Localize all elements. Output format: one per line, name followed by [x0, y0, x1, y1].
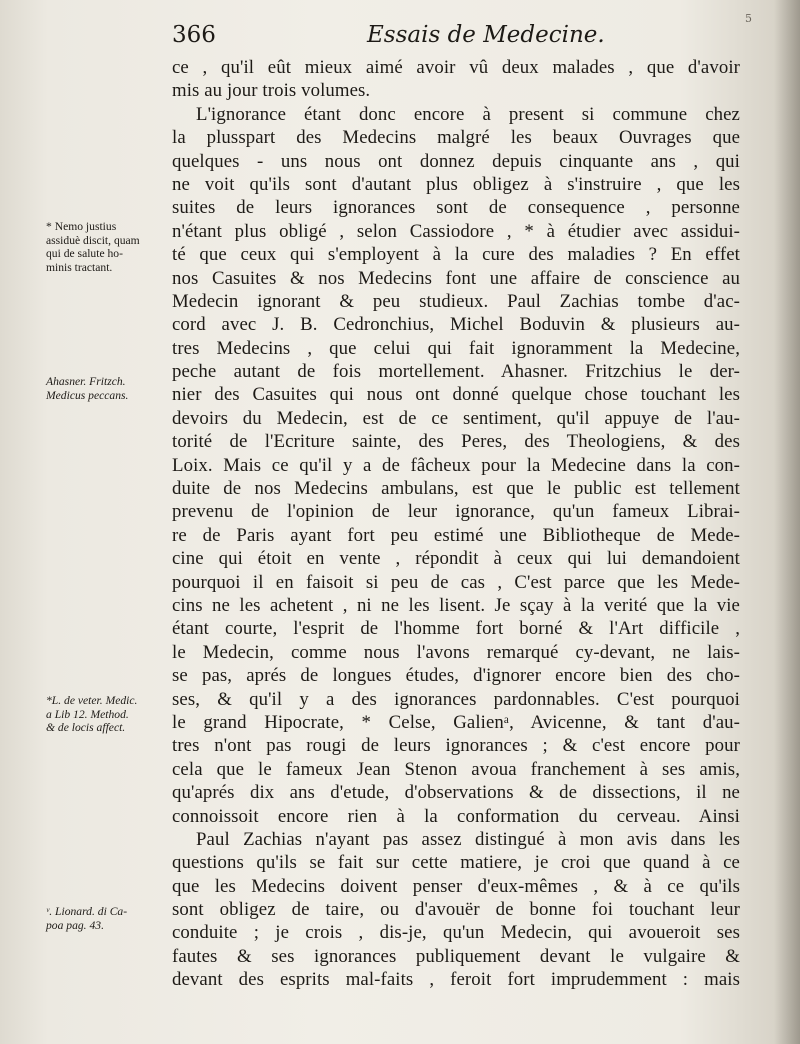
margin-note-lionardi — [46, 905, 170, 932]
text-line: Medecin ignorant & peu studieux. Paul Zachias tombe d'ac- — [172, 290, 740, 312]
margin-note-line: *L. de veter. Medic. — [46, 694, 138, 707]
text-line: n'étant plus obligé , selon Cassiodore , * à étudier avec assidui- — [172, 220, 740, 242]
text-line: ce , qu'il eût mieux aimé avoir vû deux malades , que d'avoir — [172, 57, 740, 78]
text-line: peche autant de fois mortellement. Ahasner. Fritzchius le der- — [172, 361, 740, 383]
text-line: connoissoit encore rien à la conformation du cerveau. Ainsi — [172, 805, 740, 827]
margin-note-line: qui de salute ho- — [46, 247, 123, 260]
text-line: nier des Casuites qui nous ont donné quelque chose touchant les — [172, 384, 740, 406]
text-line: qu'aprés dix ans d'etude, d'observations & de dissections, il ne — [172, 782, 740, 804]
text-line: se pas, aprés de longues études, d'ignorer encore bien des cho- — [172, 665, 740, 687]
margin-note-line: minis tractant. — [46, 260, 113, 274]
margin-note-line: Ahasner. Fritzch. — [46, 375, 126, 388]
margin-note-line: ᵛ. Lionard. di Ca- — [46, 905, 128, 918]
text-line: ne voit qu'ils sont d'autant plus obligez à s'instruire , que les — [172, 173, 740, 195]
text-line: cins ne les achetent , ni ne les lisent. Je sçay à la verité que la vie — [172, 594, 740, 616]
text-line: cine qui étoit en vente , répondit à ceux qui lui demandoient — [172, 548, 740, 570]
margin-note-celse — [46, 694, 170, 735]
margin-note-line: assiduè discit, quam — [46, 233, 140, 247]
text-line: prevenu de l'opinion de leur ignorance, qu'un fameux Librai- — [172, 501, 740, 523]
text-line: ses, & qu'il y a des ignorances pardonnables. C'est pourquoi — [172, 688, 740, 710]
text-line: tres Medecins , que celui qui fait ignoramment la Medecine, — [172, 337, 740, 359]
running-title: Essais de Medecine. — [367, 22, 605, 48]
text-line: le grand Hipocrate, * Celse, Galienᵃ, Avicenne, & tant d'au- — [172, 711, 740, 733]
margin-note-line: * Nemo justius — [46, 220, 117, 233]
margin-note-line: a Lib 12. Method. — [46, 707, 129, 721]
page-number: 366 — [172, 22, 216, 48]
text-line: duite de nos Medecins ambulans, est que le public est tellement — [172, 478, 740, 500]
margin-note-line: poa pag. 43. — [46, 918, 104, 932]
body-text — [172, 56, 740, 992]
text-line: le Medecin, comme nous l'avons remarqué cy-devant, ne lais- — [172, 641, 740, 663]
margin-note-fritzchius — [46, 375, 170, 402]
text-line: torité de l'Ecriture sainte, des Peres, des Theologiens, & des — [172, 431, 740, 453]
text-line: L'ignorance étant donc encore à present si commune chez — [196, 103, 740, 125]
text-line: la plusspart des Medecins malgré les beaux Ouvrages que — [172, 127, 740, 149]
text-line: conduite ; je crois , dis-je, qu'un Medecin, qui avoueroit ses — [172, 922, 740, 944]
margin-note-cassiodore — [46, 220, 170, 274]
text-line: tres n'ont pas rougi de leurs ignorances ; & c'est encore pour — [172, 735, 740, 757]
text-line: questions qu'ils se fait sur cette matiere, je croi que quand à ce — [172, 852, 740, 874]
text-line: cord avec J. B. Cedronchius, Michel Boduvin & plusieurs au- — [172, 314, 740, 336]
binding-shadow — [774, 0, 800, 1044]
text-line: devant des esprits mal-faits , feroit fort imprudemment : mais — [172, 969, 740, 991]
text-line: fautes & ses ignorances publiquement devant le vulgaire & — [172, 945, 740, 967]
text-line: nos Casuites & nos Medecins font une affaire de conscience au — [172, 267, 740, 289]
text-line: mis au jour trois volumes. — [172, 80, 371, 102]
text-line: devoirs du Medecin, est de ce sentiment, qu'il appuye de l'au- — [172, 407, 740, 429]
text-line: té que ceux qui s'employent à la cure des maladies ? En effet — [172, 244, 740, 266]
text-line: Paul Zachias n'ayant pas assez distingué à mon avis dans les — [196, 828, 740, 850]
text-line: sont obligez de taire, ou d'avouër de bonne foi touchant leur — [172, 899, 740, 921]
margin-note-line: Medicus peccans. — [46, 388, 129, 402]
text-line: suites de leurs ignorances sont de consequence , personne — [172, 197, 740, 219]
text-line: pourquoi il en faisoit si peu de cas , C'est parce que les Mede- — [172, 571, 740, 593]
text-line: que les Medecins doivent penser d'eux-mêmes , & à ce qu'ils — [172, 875, 740, 897]
margin-note-line: & de locis affect. — [46, 721, 126, 734]
corner-mark: 5 — [745, 12, 752, 25]
text-line: étant courte, l'esprit de l'homme fort borné & l'Art difficile , — [172, 618, 740, 640]
text-line: re de Paris ayant fort peu estimé une Bibliotheque de Mede- — [172, 524, 740, 546]
text-line: quelques - uns nous ont donnez depuis cinquante ans , qui — [172, 150, 740, 172]
text-line: Loix. Mais ce qu'il y a de fâcheux pour la Medecine dans la con- — [172, 454, 740, 476]
margin-notes — [0, 0, 170, 1044]
text-line: cela que le fameux Jean Stenon avoua franchement à ses amis, — [172, 758, 740, 780]
page-header — [172, 22, 732, 52]
